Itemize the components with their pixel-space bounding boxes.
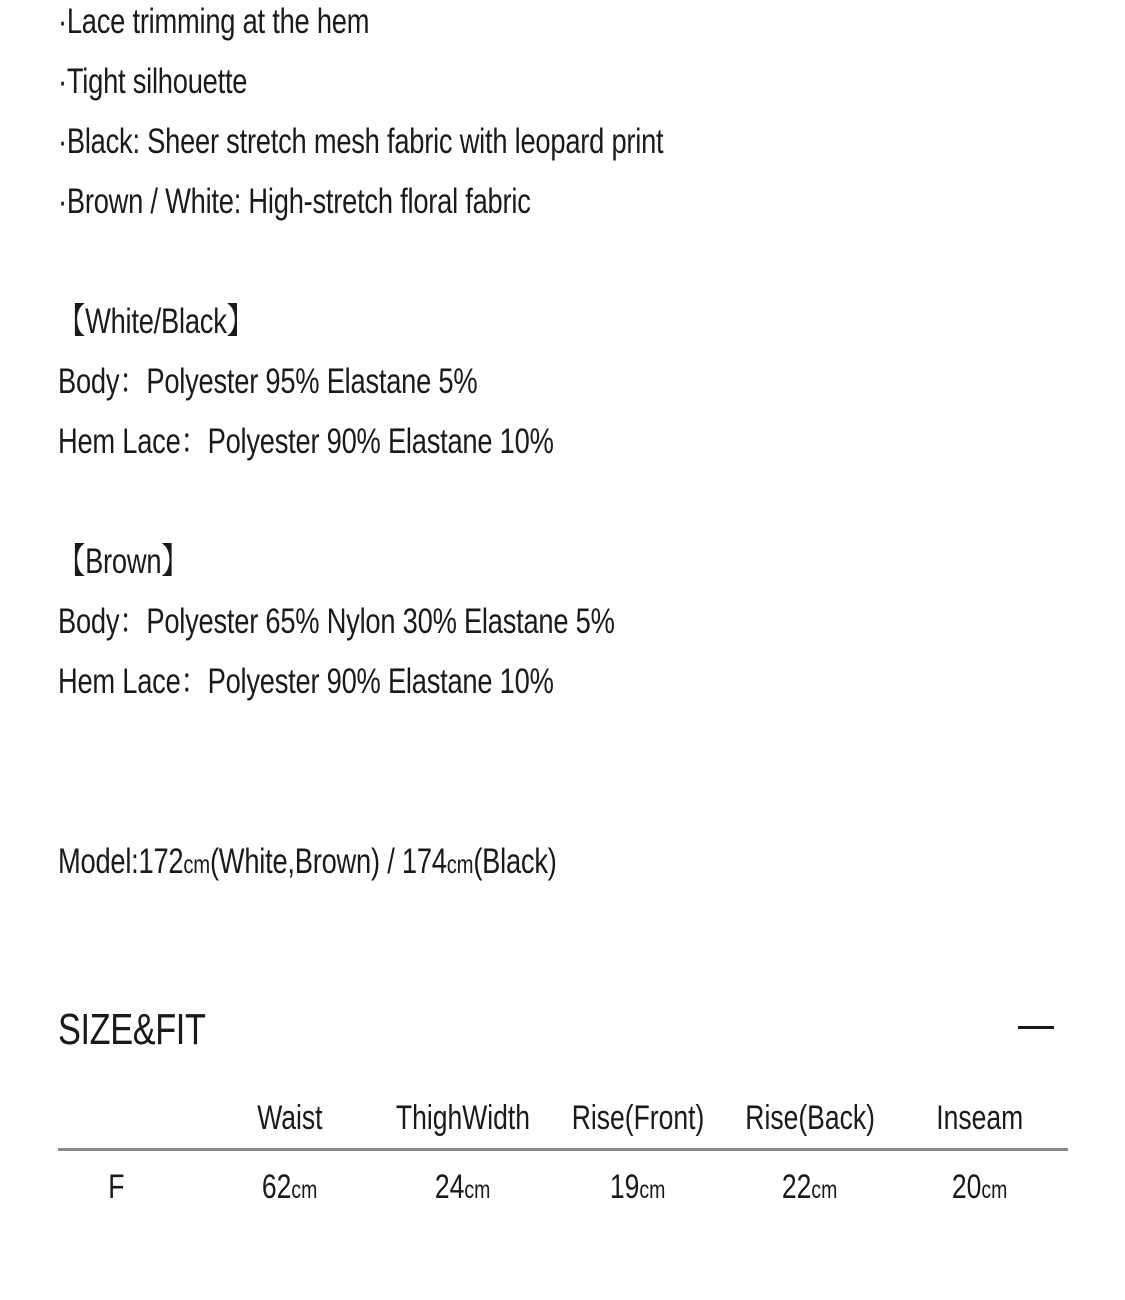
model-unit: cm [446, 849, 474, 879]
collapse-toggle-button[interactable] [1016, 1016, 1056, 1040]
size-fit-title: SIZE&FIT [58, 1005, 206, 1054]
material-body-brown: Body：Polyester 65% Nylon 30% Elastane 5% [58, 602, 615, 641]
feature-tight-silhouette: ·Tight silhouette [58, 62, 248, 101]
material-body-white-black: Body：Polyester 95% Elastane 5% [58, 362, 478, 401]
minus-icon [1018, 1026, 1054, 1029]
column-header-inseam: Inseam [936, 1099, 1024, 1137]
table-cell-inseam: 20cm [952, 1168, 1008, 1206]
feature-black-fabric: ·Black: Sheer stretch mesh fabric with leopard print [58, 122, 664, 161]
model-unit: cm [183, 849, 210, 879]
column-header-waist: Waist [257, 1099, 323, 1137]
column-header-rise-back: Rise(Back) [745, 1099, 875, 1137]
table-cell-thigh-width: 24cm [434, 1168, 491, 1206]
material-hem-lace-white-black: Hem Lace：Polyester 90% Elastane 10% [58, 422, 554, 461]
table-cell-waist: 62cm [262, 1168, 318, 1206]
table-divider [58, 1148, 1068, 1151]
feature-brown-white-fabric: ·Brown / White: High-stretch floral fabric [58, 182, 531, 221]
material-hem-lace-brown: Hem Lace：Polyester 90% Elastane 10% [58, 662, 554, 701]
model-info [58, 840, 557, 886]
table-cell-rise-front: 19cm [610, 1168, 666, 1206]
feature-lace-hem: ·Lace trimming at the hem [58, 2, 370, 41]
column-header-thigh-width: ThighWidth [395, 1099, 530, 1137]
model-color-black: (Black) [473, 842, 557, 881]
table-cell-rise-back: 22cm [782, 1168, 838, 1206]
material-heading-white-black: 【White/Black】 [58, 302, 254, 341]
column-header-rise-front: Rise(Front) [571, 1099, 705, 1137]
table-row-size-label: F [107, 1168, 125, 1206]
material-heading-brown: 【Brown】 [58, 542, 189, 581]
model-height-white-brown: Model:172 [58, 842, 184, 881]
model-colors-white-brown: (White,Brown) / 174 [209, 842, 447, 881]
